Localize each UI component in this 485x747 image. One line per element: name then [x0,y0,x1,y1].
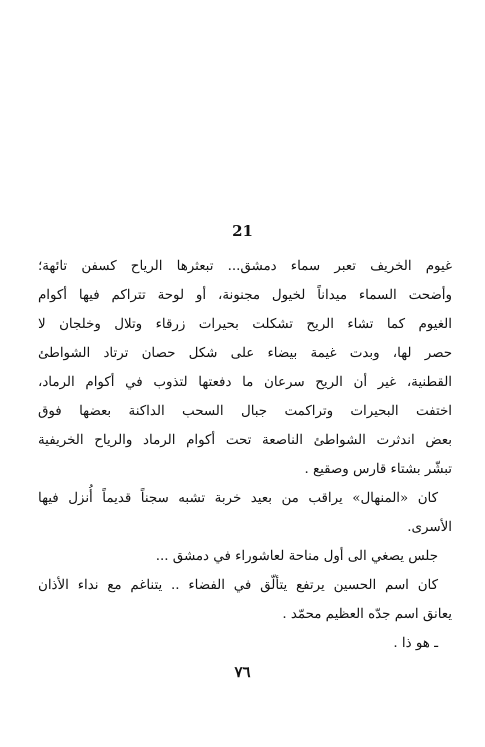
text-line: يعانق اسم جدّه العظيم محمّد . [282,607,452,622]
text-line: القطنية، غير أن الريح سرعان ما دفعتها لتذوب في أكوام الرماد، [38,375,452,390]
text-line: كان «المنهال» يراقب من بعيد خربة تشبه سجناً قديماً أُنزل فيها [38,491,438,506]
body-text [38,252,452,658]
text-line: تبشّر بشتاء قارس وصقيع . [304,462,452,477]
page-number: ٧٦ [234,663,251,681]
text-line: ـ هو ذا . [393,636,438,651]
text-line: جلس يصغي الى أول مناحة لعاشوراء في دمشق ... [155,549,438,564]
text-line: وأضحت السماء ميداناً لخيول مجنونة، أو لوحة تتراكم فيها أكوام [38,288,452,303]
chapter-number: 21 [232,222,253,240]
text-line: الغيوم كما تشاء الريح تشكلت بحيرات زرقاء وتلال وخلجان لا [38,317,452,332]
text-line: غيوم الخريف تعبر سماء دمشق... تبعثرها الرياح كسفن تائهة؛ [38,259,452,274]
text-line: اختفت البحيرات وتراكمت جبال السحب الداكنة بعضها فوق [38,404,452,419]
text-line: حصر لها، وبدت غيمة بيضاء على شكل حصان ترتاد الشواطئ [38,346,452,361]
text-line: بعض اندثرت الشواطئ الناصعة تحت أكوام الرماد والرياح الخريفية [38,433,452,448]
text-line: الأسرى. [407,520,452,535]
text-line: كان اسم الحسين يرتفع يتألّق في الفضاء .. يتناغم مع نداء الأذان [38,578,438,593]
